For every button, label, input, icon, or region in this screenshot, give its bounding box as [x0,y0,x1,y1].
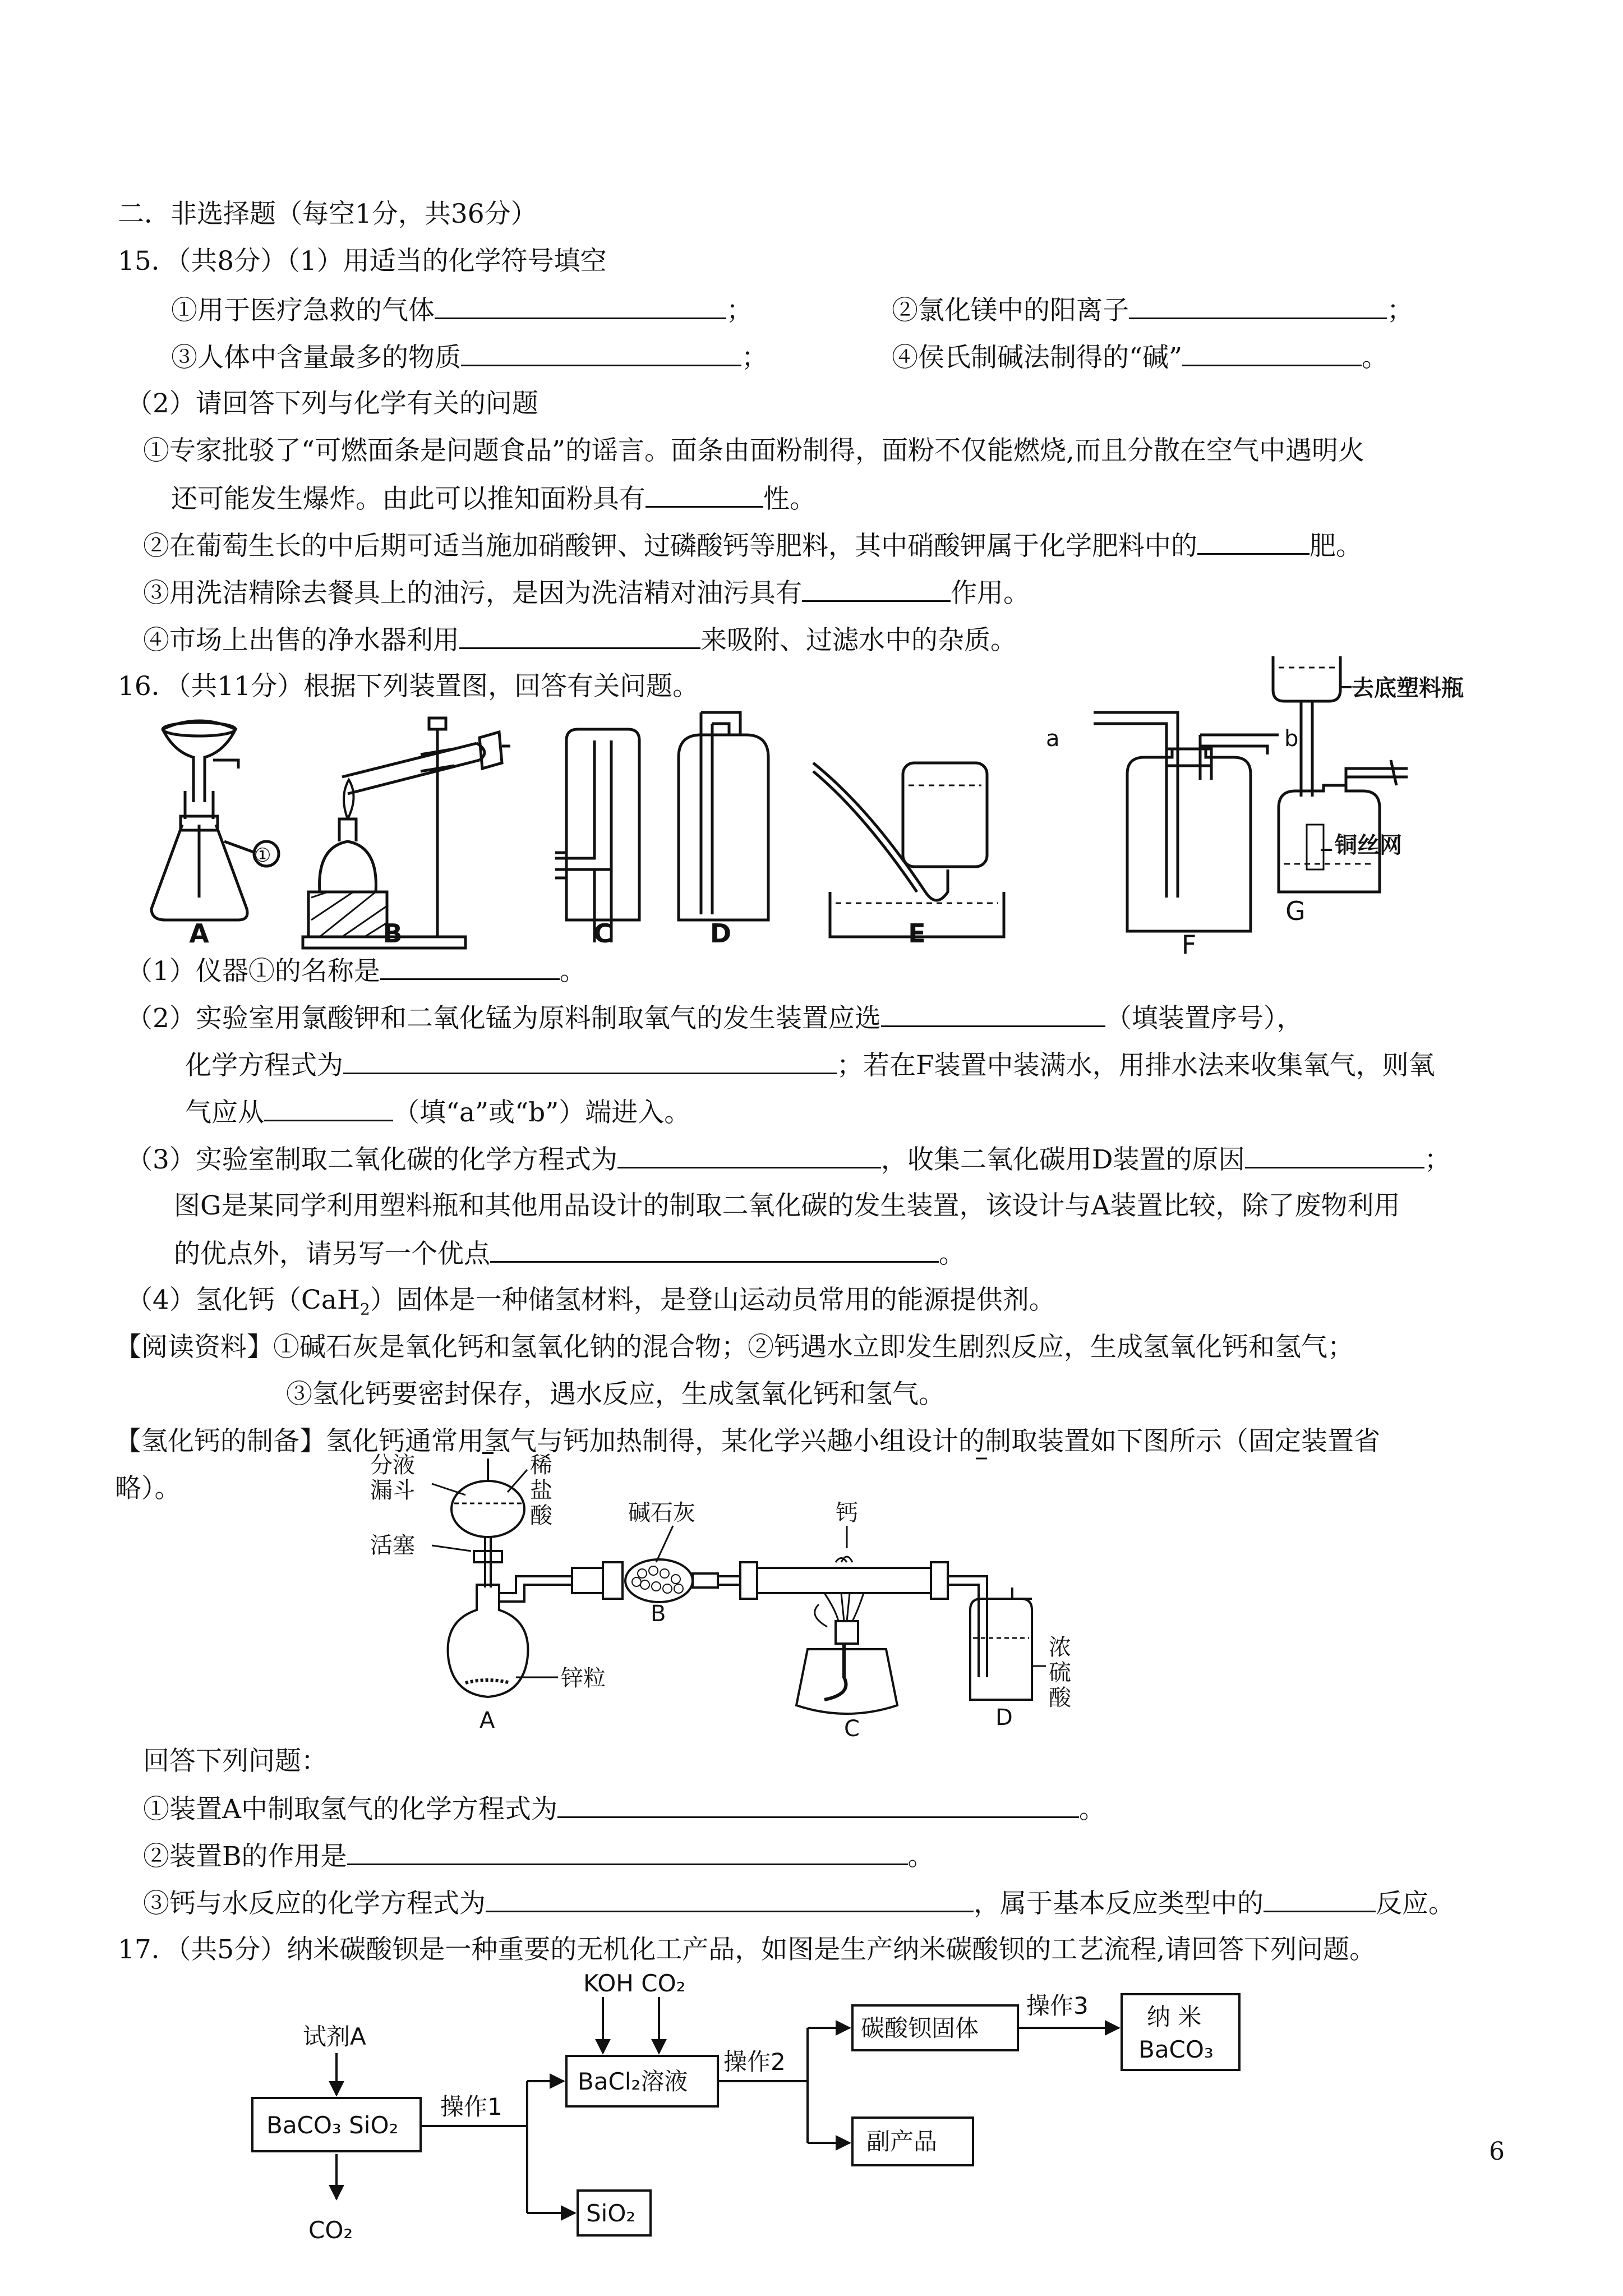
q15-item3-text: ③人体中含量最多的物质 [171,342,461,373]
fig-label-d: D [709,918,732,949]
q16-t2-text: ②装置B的作用是 [143,1841,347,1872]
q16-s2d-text: ；若在F装置中装满水，用排水法来收集氧气，则氧 [837,1050,1435,1081]
apparatus-e [813,763,1004,937]
apparatus-d [679,712,768,920]
label-a: A [479,1708,495,1733]
q16-s3f [174,1236,965,1271]
label-conc1: 浓 [1049,1635,1071,1660]
q16-s3f-text: 的优点外，请另写一个优点 [174,1239,490,1269]
label-funnel2: 漏斗 [370,1478,415,1503]
q16-t1 [143,1792,1105,1826]
punct: 。 [559,956,586,987]
subscript: 2 [359,1300,370,1319]
fig-f-b: b [1284,726,1299,752]
punct: ； [726,295,753,326]
apparatus-c [555,729,639,942]
label-valve: 活塞 [370,1533,415,1558]
punct: 。 [939,1239,965,1269]
q16-t3d-text: 反应。 [1376,1888,1455,1919]
q15-a4c-text: 来吸附、过滤水中的杂质。 [700,625,1017,656]
fig-label-e: E [908,918,926,949]
q15-item2-text: ②氯化镁中的阳离子 [892,295,1129,326]
answer-blank[interactable] [380,954,560,980]
q15-a2 [143,528,1362,563]
process-flowchart [241,1969,1262,2261]
flow-op3: 操作3 [1026,1992,1089,2019]
answer-blank[interactable] [1245,1142,1424,1168]
q15-a3 [143,576,1030,610]
label-funnel1: 分液 [370,1452,415,1478]
q15-item3 [171,340,768,375]
q16-s1 [126,954,586,988]
q16-s2e-text: 气应从 [185,1097,264,1128]
label-calcium: 钙 [836,1500,858,1526]
apparatus-f [1094,712,1279,931]
answer-blank[interactable] [459,623,700,649]
q16-reading2: ③氢化钙要密封保存，遇水反应，生成氢氧化钙和氢气。 [286,1379,945,1410]
cah2-apparatus-figure [359,1442,1099,1745]
label-acid1: 稀 [530,1452,552,1478]
answer-blank[interactable] [645,481,763,508]
answer-blank[interactable] [490,1236,939,1263]
answer-blank[interactable] [486,1886,974,1912]
fig-circle-1: ① [254,844,271,867]
q16-s2-text: （2）实验室用氯酸钾和二氧化锰为原料制取氧气的发生装置应选 [126,1003,881,1034]
flow-nano2: BaCO₃ [1138,2036,1214,2063]
q15-a3-text: ③用洗洁精除去餐具上的油污，是因为洗洁精对油污具有 [143,578,802,609]
q16-s3-text: （3）实验室制取二氧化碳的化学方程式为 [126,1144,617,1175]
q16-s3 [126,1142,1451,1177]
q16-s2e [185,1095,690,1130]
label-conc2: 硫 [1049,1660,1071,1686]
fig-label-a: A [189,918,209,949]
flow-start-text: BaCO₃ SiO₂ [266,2111,399,2139]
q16-s2b [185,1048,1435,1083]
flow-reagent-a: 试剂A [303,2023,366,2050]
q16-s2f-text: （填“a”或“b”）端进入。 [393,1097,691,1128]
q15-a1: ①专家批驳了“可燃面条是问题食品”的谣言。面条由面粉制得，面粉不仅能燃烧,而且分散在空气中遇明火 [143,435,1364,466]
q15-a2c-text: 肥。 [1310,531,1362,562]
flow-nano1: 纳 米 [1147,2003,1202,2031]
q16-heading: 16．（共11分）根据下列装置图，回答有关问题。 [118,671,699,702]
q16-t3-text: ③钙与水反应的化学方程式为 [143,1888,486,1919]
fig-label-c: C [593,918,612,949]
fig-label-b: B [382,918,403,949]
q16-t3 [143,1886,1455,1921]
q16-s4 [126,1283,1055,1326]
apparatus-b [303,718,510,948]
flow-solid: 碳酸钡固体 [861,2014,979,2042]
q15-item4-text: ④侯氏制碱法制得的“碱” [892,342,1183,373]
label-conc3: 酸 [1049,1685,1071,1711]
answer-blank[interactable] [347,1839,908,1865]
flow-op2: 操作2 [723,2048,786,2076]
q16-s3c-text: ，收集二氧化碳用D装置的原因 [880,1144,1245,1175]
q15-a4-text: ④市场上出售的净水器利用 [143,625,459,656]
q15-a3c-text: 作用。 [951,578,1030,609]
answer-blank[interactable] [617,1142,881,1168]
q17-heading: 17．（共5分）纳米碳酸钡是一种重要的无机化工产品，如图是生产纳米碳酸钡的工艺流程,请回答下列问题。 [118,1934,1376,1965]
q16-s1-text: （1）仪器①的名称是 [126,956,380,987]
flow-bacl2: BaCl₂溶液 [578,2068,688,2095]
label-zinc: 锌粒 [561,1665,606,1691]
flow-op1: 操作1 [440,2093,502,2120]
q15-item1 [171,293,753,328]
answer-blank[interactable] [802,576,951,602]
answer-blank[interactable] [461,340,741,366]
q16-s2b-text: 化学方程式为 [185,1050,343,1081]
q15-a4 [143,623,1017,657]
answer-blank[interactable] [557,1792,1079,1818]
fig-f-a: a [1046,726,1060,752]
q16-s4-text: （4）氢化钙（CaH [126,1285,360,1315]
q15-item1-text: ①用于医疗急救的气体 [171,295,435,326]
flow-co2: CO₂ [308,2216,353,2244]
answer-blank[interactable] [1264,1886,1376,1912]
q16-t3c-text: ，属于基本反应类型中的 [974,1888,1264,1919]
answer-blank[interactable] [1129,293,1387,319]
q16-t1-text: ①装置A中制取氢气的化学方程式为 [143,1794,557,1825]
q16-t2 [143,1839,934,1874]
punct: ； [1424,1144,1451,1175]
flow-byproduct: 副产品 [866,2128,938,2155]
section-title: 二．非选择题（每空1分，共36分） [118,199,537,229]
flow-koh-co2: KOH CO₂ [583,1970,686,1997]
q15-part2: （2）请回答下列与化学有关的问题 [126,388,538,419]
q15-a1b [171,481,816,516]
answer-blank[interactable] [264,1095,393,1121]
apparatus-a [151,721,279,920]
q15-a1c-text: 性。 [763,484,816,514]
q15-heading: 15．（共8分）（1）用适当的化学符号填空 [118,246,607,277]
label-acid3: 酸 [530,1503,552,1529]
apparatus-figure [140,656,1486,959]
punct: 。 [1078,1794,1105,1825]
q16-reading1: 【阅读资料】①碱石灰是氧化钙和氢氧化钠的混合物；②钙遇水立即发生剧烈反应，生成氢氧化钙和氢气； [115,1332,1354,1363]
answer-blank[interactable] [1197,528,1310,555]
punct: 。 [1362,342,1389,373]
answer-blank[interactable] [1182,340,1362,366]
punct: ； [741,342,768,373]
q16-s2 [126,1001,1303,1036]
q16-s4c-text: ）固体是一种储氢材料，是登山运动员常用的能源提供剂。 [370,1285,1055,1315]
answer-blank[interactable] [343,1048,837,1074]
label-soda-lime: 碱石灰 [628,1500,695,1526]
q16-answer-intro: 回答下列问题： [143,1746,328,1777]
q16-prep2: 略）。 [115,1473,181,1504]
answer-blank[interactable] [435,293,726,319]
page-number: 6 [1489,2137,1505,2166]
q15-a1b-text: 还可能发生爆炸。由此可以推知面粉具有 [171,484,645,514]
fig-g-label1: 去底塑料瓶 [1352,675,1464,701]
q16-s2c-text: （填装置序号）， [1105,1003,1303,1034]
punct: ； [1387,295,1413,326]
label-c: C [844,1716,860,1742]
q15-item4 [892,340,1388,375]
q15-a2-text: ②在葡萄生长的中后期可适当施加硝酸钾、过磷酸钙等肥料，其中硝酸钾属于化学肥料中的 [143,531,1197,562]
label-b: B [651,1601,666,1627]
label-d: D [995,1705,1013,1731]
punct: 。 [907,1841,934,1872]
q16-s3e: 图G是某同学利用塑料瓶和其他用品设计的制取二氧化碳的发生装置，该设计与A装置比较，除了废物利用 [174,1190,1400,1221]
flow-sio2: SiO₂ [586,2200,636,2227]
fig-label-g: G [1285,896,1306,926]
label-acid2: 盐 [530,1478,552,1503]
q16-prep1: 【氢化钙的制备】氢化钙通常用氢气与钙加热制得，某化学兴趣小组设计的制取装置如下图所示（固定装置省 [115,1426,1380,1457]
fig-label-f: F [1181,930,1197,959]
fig-g-label2: 铜丝网 [1335,832,1402,858]
q15-item2 [892,293,1413,328]
answer-blank[interactable] [881,1001,1105,1027]
